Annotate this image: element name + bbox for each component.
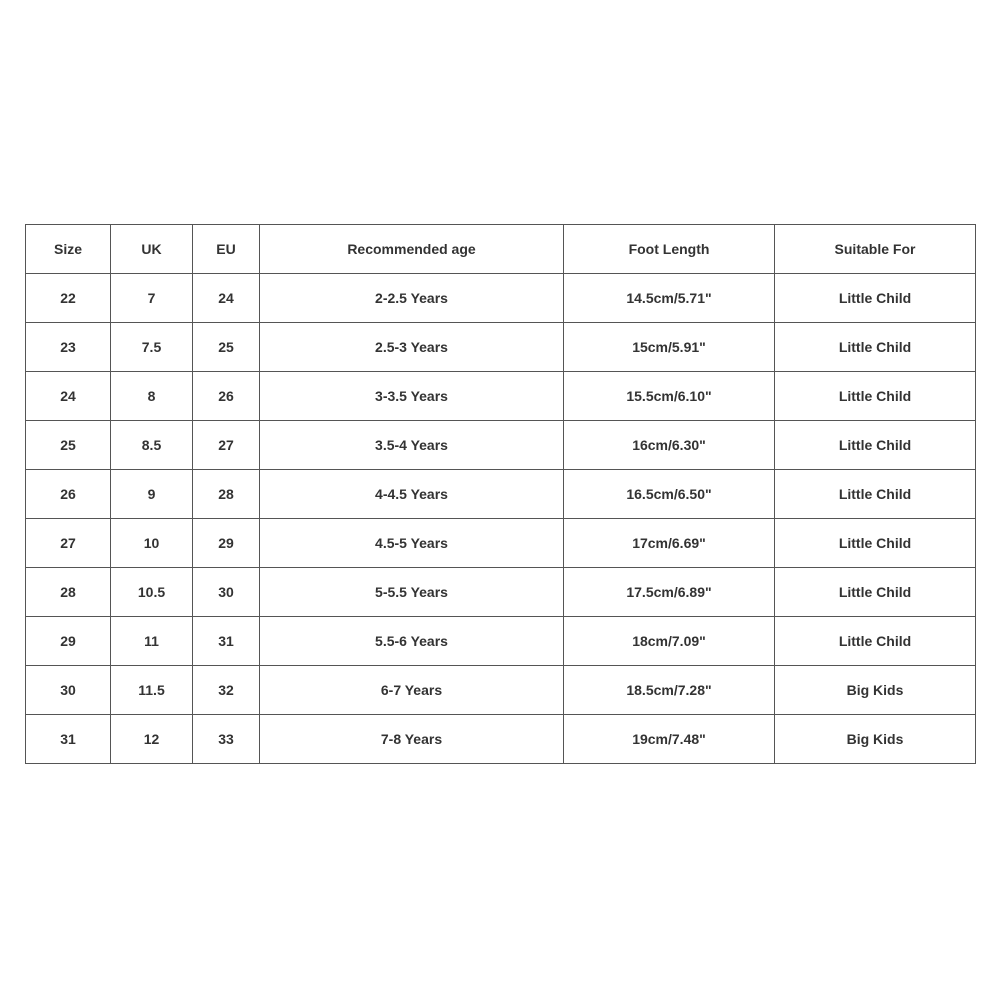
cell-eu: 31 [193,617,260,666]
cell-size: 23 [26,323,111,372]
cell-foot-length: 14.5cm/5.71" [564,274,775,323]
cell-foot-length: 17cm/6.69" [564,519,775,568]
cell-eu: 28 [193,470,260,519]
cell-eu: 32 [193,666,260,715]
table-row [26,274,976,323]
header-uk: UK [111,225,193,274]
header-recommended-age: Recommended age [260,225,564,274]
cell-age: 3.5-4 Years [260,421,564,470]
cell-age: 3-3.5 Years [260,372,564,421]
cell-foot-length: 15cm/5.91" [564,323,775,372]
cell-foot-length: 18.5cm/7.28" [564,666,775,715]
cell-uk: 10 [111,519,193,568]
cell-uk: 7 [111,274,193,323]
cell-size: 26 [26,470,111,519]
cell-uk: 7.5 [111,323,193,372]
cell-suitable-for: Little Child [775,470,976,519]
cell-size: 31 [26,715,111,764]
cell-uk: 10.5 [111,568,193,617]
cell-eu: 25 [193,323,260,372]
cell-suitable-for: Little Child [775,568,976,617]
header-foot-length: Foot Length [564,225,775,274]
cell-age: 5.5-6 Years [260,617,564,666]
table-row [26,421,976,470]
cell-foot-length: 19cm/7.48" [564,715,775,764]
cell-age: 2.5-3 Years [260,323,564,372]
cell-eu: 24 [193,274,260,323]
cell-suitable-for: Little Child [775,274,976,323]
cell-uk: 11 [111,617,193,666]
cell-eu: 30 [193,568,260,617]
cell-age: 5-5.5 Years [260,568,564,617]
cell-foot-length: 18cm/7.09" [564,617,775,666]
table-row [26,323,976,372]
cell-eu: 29 [193,519,260,568]
cell-suitable-for: Little Child [775,323,976,372]
cell-age: 6-7 Years [260,666,564,715]
cell-foot-length: 17.5cm/6.89" [564,568,775,617]
table-row [26,470,976,519]
cell-uk: 11.5 [111,666,193,715]
cell-uk: 9 [111,470,193,519]
header-size: Size [26,225,111,274]
cell-age: 4-4.5 Years [260,470,564,519]
cell-size: 25 [26,421,111,470]
cell-size: 22 [26,274,111,323]
cell-eu: 26 [193,372,260,421]
cell-size: 29 [26,617,111,666]
cell-foot-length: 16cm/6.30" [564,421,775,470]
cell-age: 4.5-5 Years [260,519,564,568]
cell-foot-length: 16.5cm/6.50" [564,470,775,519]
table-row [26,372,976,421]
cell-foot-length: 15.5cm/6.10" [564,372,775,421]
cell-uk: 12 [111,715,193,764]
table-body [26,274,976,764]
cell-size: 30 [26,666,111,715]
cell-eu: 27 [193,421,260,470]
cell-age: 7-8 Years [260,715,564,764]
cell-age: 2-2.5 Years [260,274,564,323]
cell-suitable-for: Little Child [775,372,976,421]
table-row [26,666,976,715]
table-header-row [26,225,976,274]
cell-size: 28 [26,568,111,617]
table-row [26,617,976,666]
cell-size: 27 [26,519,111,568]
cell-suitable-for: Little Child [775,421,976,470]
cell-uk: 8 [111,372,193,421]
header-suitable-for: Suitable For [775,225,976,274]
cell-suitable-for: Little Child [775,617,976,666]
cell-suitable-for: Little Child [775,519,976,568]
cell-uk: 8.5 [111,421,193,470]
cell-suitable-for: Big Kids [775,715,976,764]
size-chart-table [25,224,976,764]
cell-size: 24 [26,372,111,421]
table-row [26,519,976,568]
table-row [26,568,976,617]
header-eu: EU [193,225,260,274]
cell-eu: 33 [193,715,260,764]
table-row [26,715,976,764]
cell-suitable-for: Big Kids [775,666,976,715]
